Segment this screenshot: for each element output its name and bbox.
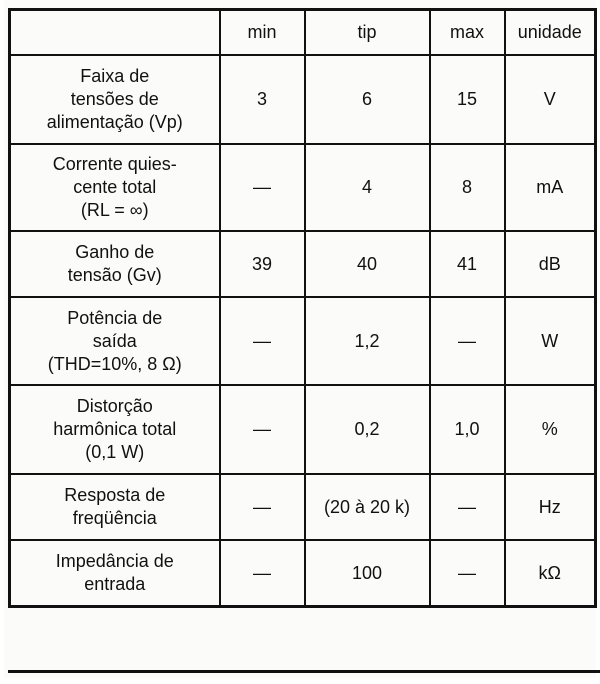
unit-cell: Hz bbox=[505, 474, 596, 540]
tip-cell: 6 bbox=[305, 55, 430, 144]
parameter-cell: Impedância de entrada bbox=[10, 540, 220, 607]
unit-cell: mA bbox=[505, 144, 596, 231]
table-row bbox=[10, 385, 596, 474]
tip-cell: 100 bbox=[305, 540, 430, 607]
tip-cell: (20 à 20 k) bbox=[305, 474, 430, 540]
document-page bbox=[4, 0, 596, 678]
header-tip-cell: tip bbox=[305, 10, 430, 56]
table-row bbox=[10, 474, 596, 540]
table-row bbox=[10, 231, 596, 297]
min-cell: 39 bbox=[220, 231, 305, 297]
table-row bbox=[10, 55, 596, 144]
max-cell: — bbox=[430, 297, 505, 385]
max-cell: 8 bbox=[430, 144, 505, 231]
max-cell: — bbox=[430, 474, 505, 540]
unit-cell: dB bbox=[505, 231, 596, 297]
parameter-cell: Potência de saída (THD=10%, 8 Ω) bbox=[10, 297, 220, 385]
tip-cell: 0,2 bbox=[305, 385, 430, 474]
max-cell: 41 bbox=[430, 231, 505, 297]
unit-cell: % bbox=[505, 385, 596, 474]
unit-cell: W bbox=[505, 297, 596, 385]
min-cell: — bbox=[220, 297, 305, 385]
max-cell: — bbox=[430, 540, 505, 607]
parameter-cell: Resposta de freqüência bbox=[10, 474, 220, 540]
min-cell: 3 bbox=[220, 55, 305, 144]
min-cell: — bbox=[220, 385, 305, 474]
tip-cell: 40 bbox=[305, 231, 430, 297]
header-min-cell: min bbox=[220, 10, 305, 56]
min-cell: — bbox=[220, 474, 305, 540]
max-cell: 15 bbox=[430, 55, 505, 144]
parameter-cell: Ganho de tensão (Gv) bbox=[10, 231, 220, 297]
unit-cell: kΩ bbox=[505, 540, 596, 607]
max-cell: 1,0 bbox=[430, 385, 505, 474]
min-cell: — bbox=[220, 144, 305, 231]
header-parameter-cell bbox=[10, 10, 220, 56]
table-row bbox=[10, 144, 596, 231]
header-unit-cell: unidade bbox=[505, 10, 596, 56]
table-row bbox=[10, 540, 596, 607]
specifications-table bbox=[8, 8, 597, 608]
min-cell: — bbox=[220, 540, 305, 607]
tip-cell: 1,2 bbox=[305, 297, 430, 385]
tip-cell: 4 bbox=[305, 144, 430, 231]
parameter-cell: Corrente quies- cente total (RL = ∞) bbox=[10, 144, 220, 231]
table-row bbox=[10, 297, 596, 385]
parameter-cell: Distorção harmônica total (0,1 W) bbox=[10, 385, 220, 474]
header-max-cell: max bbox=[430, 10, 505, 56]
table-header-row bbox=[10, 10, 596, 56]
bottom-border-rule bbox=[8, 670, 600, 673]
parameter-cell: Faixa de tensões de alimentação (Vp) bbox=[10, 55, 220, 144]
unit-cell: V bbox=[505, 55, 596, 144]
